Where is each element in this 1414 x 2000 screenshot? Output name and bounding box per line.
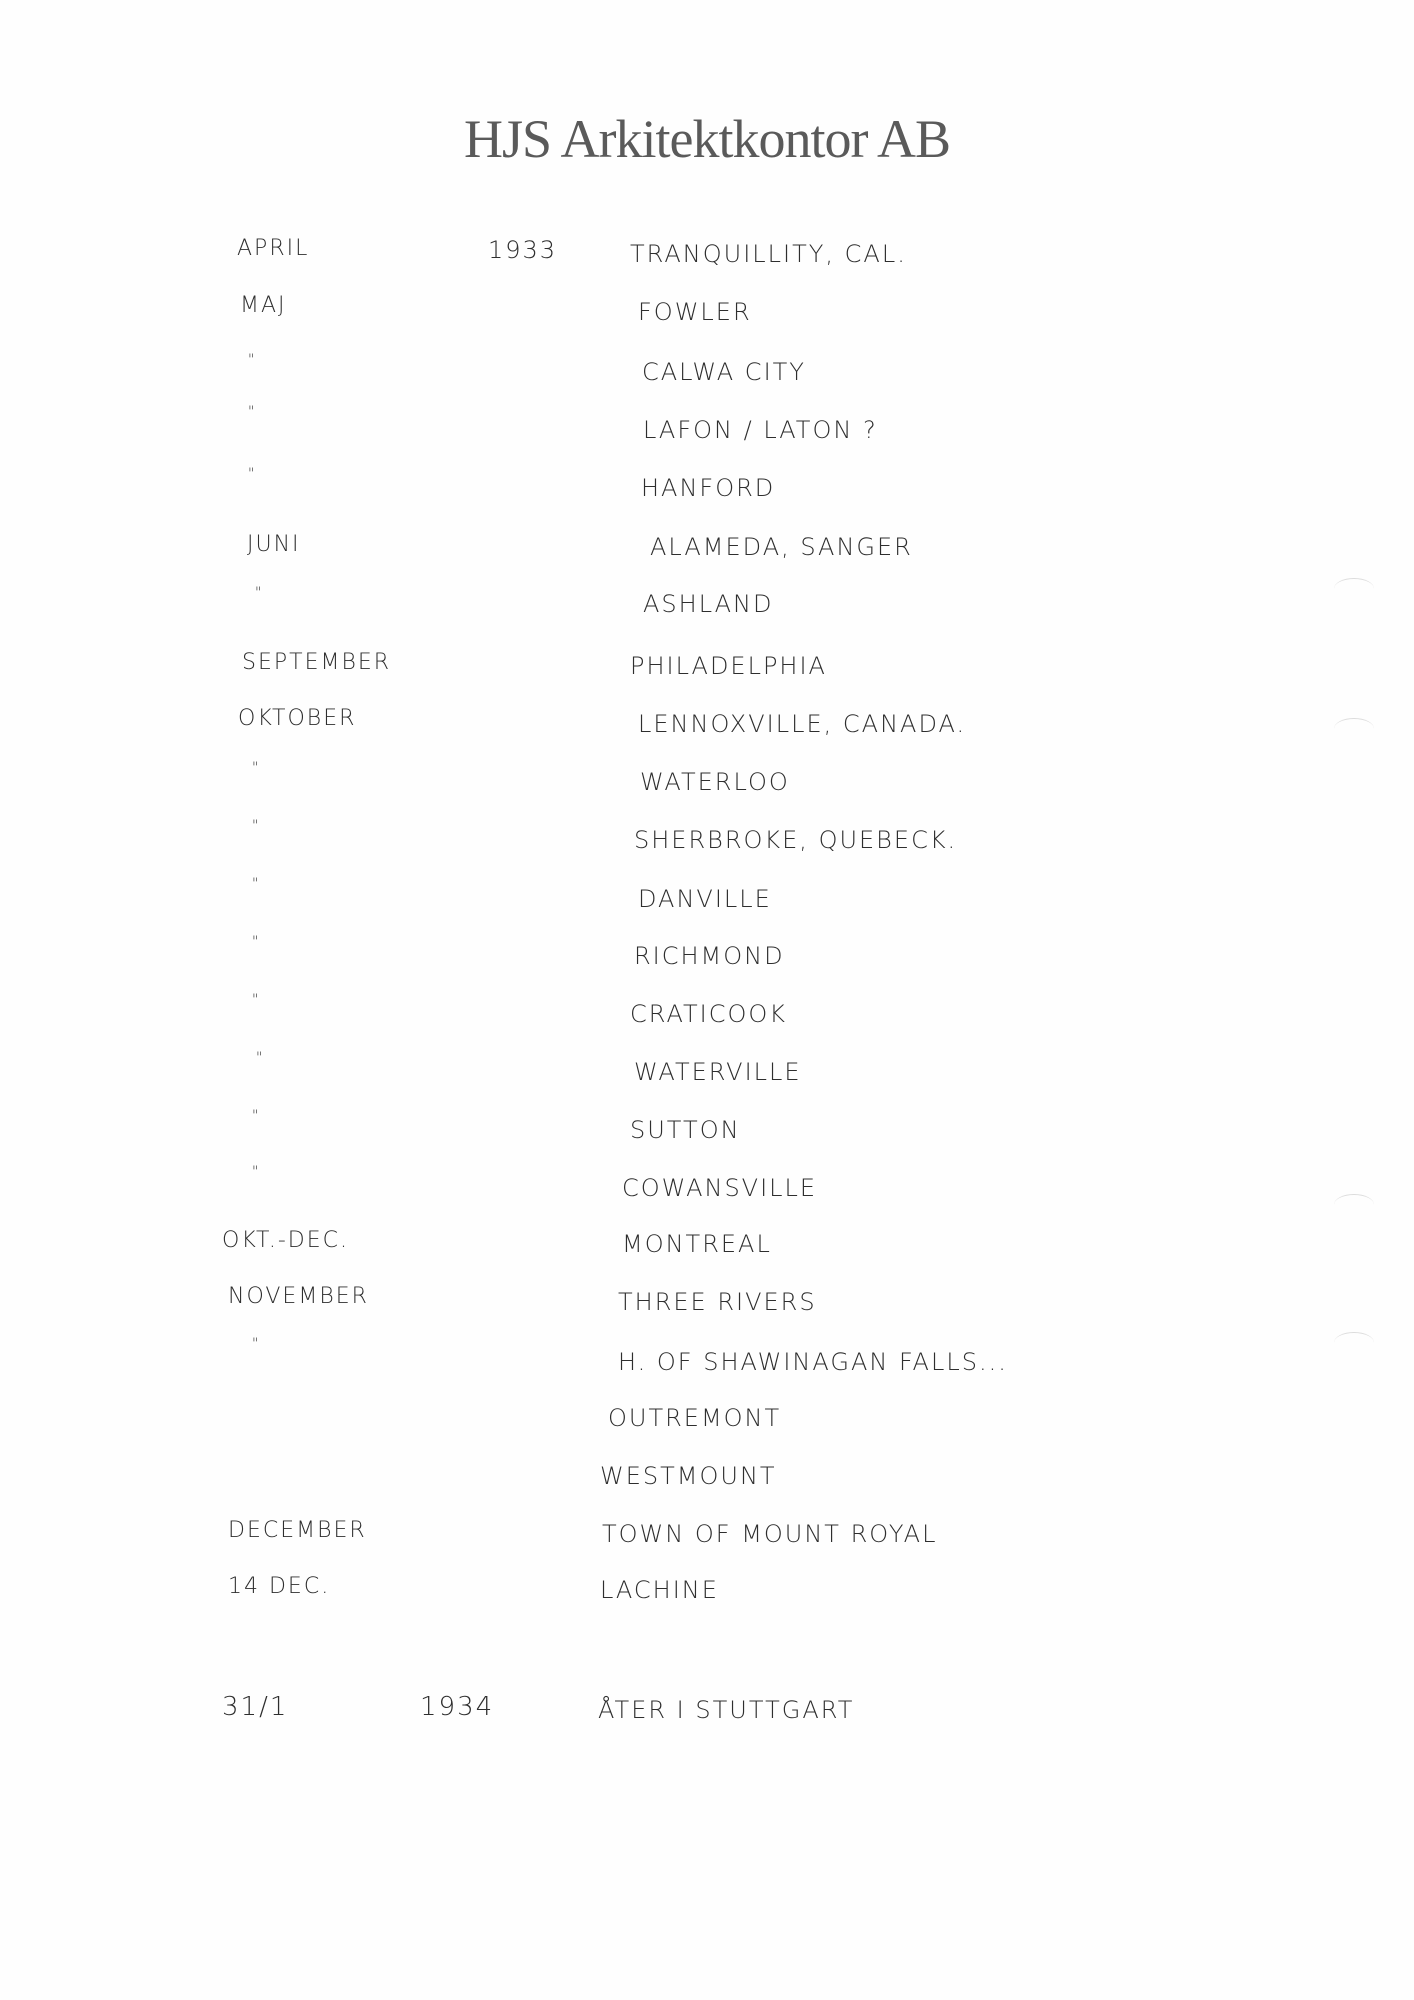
entry-place: WATERLOO	[640, 768, 790, 796]
ditto-mark: "	[252, 1108, 259, 1124]
ditto-mark: "	[252, 1164, 259, 1180]
ditto-mark: "	[252, 818, 259, 834]
entry-place: TRANQUILLITY, CAL.	[630, 240, 907, 268]
entry-place: SUTTON	[630, 1116, 741, 1144]
entry-place: TOWN OF MOUNT ROYAL	[602, 1520, 938, 1548]
punch-hole-mark	[1334, 1194, 1374, 1215]
final-entry-place: ÅTER I STUTTGART	[598, 1696, 855, 1724]
letterhead-title: HJS Arkitektkontor AB	[463, 109, 951, 169]
entry-place: SHERBROKE, QUEBECK.	[634, 826, 958, 854]
entry-date: APRIL	[237, 236, 310, 261]
ditto-mark: "	[256, 1050, 263, 1066]
entry-date: JUNI	[247, 532, 301, 557]
entry-place: RICHMOND	[634, 942, 785, 970]
entry-place: MONTREAL	[622, 1230, 772, 1258]
entry-date: OKTOBER	[238, 706, 357, 731]
final-entry-date: 31/1	[222, 1692, 289, 1722]
final-entry-year: 1934	[420, 1692, 495, 1722]
ditto-mark: "	[255, 585, 262, 601]
entry-place: CRATICOOK	[630, 1000, 788, 1028]
entry-date: SEPTEMBER	[242, 650, 392, 675]
punch-hole-mark	[1334, 1332, 1374, 1353]
entry-place: LAFON / LATON ?	[643, 416, 878, 444]
entry-place: PHILADELPHIA	[630, 652, 827, 680]
entry-date: MAJ	[240, 293, 287, 318]
entry-place: OUTREMONT	[608, 1404, 782, 1432]
entry-place: LACHINE	[600, 1576, 719, 1604]
punch-hole-mark	[1334, 718, 1374, 739]
entry-place: H. OF SHAWINAGAN FALLS...	[618, 1348, 1008, 1376]
entry-date: NOVEMBER	[228, 1284, 369, 1309]
punch-hole-mark	[1334, 578, 1374, 599]
entry-place: WATERVILLE	[634, 1058, 802, 1086]
entry-place: HANFORD	[641, 474, 776, 502]
entry-place: DANVILLE	[638, 885, 772, 913]
entry-date: OKT.-DEC.	[222, 1228, 349, 1253]
ditto-mark: "	[248, 466, 255, 482]
entry-date: 14 DEC.	[228, 1574, 331, 1599]
entry-place: COWANSVILLE	[622, 1174, 818, 1202]
ditto-mark: "	[252, 876, 259, 892]
ditto-mark: "	[252, 1336, 259, 1352]
entry-year: 1933	[488, 236, 558, 264]
entry-place: LENNOXVILLE, CANADA.	[638, 710, 967, 738]
ditto-mark: "	[252, 934, 259, 950]
ditto-mark: "	[248, 352, 255, 368]
entry-place: ASHLAND	[643, 590, 774, 618]
entry-place: FOWLER	[638, 298, 752, 326]
entry-place: CALWA CITY	[642, 358, 806, 386]
entry-place: THREE RIVERS	[618, 1288, 817, 1316]
ditto-mark: "	[252, 992, 259, 1008]
entry-place: WESTMOUNT	[600, 1462, 777, 1490]
ditto-mark: "	[248, 404, 255, 420]
entry-date: DECEMBER	[228, 1518, 367, 1543]
entry-place: ALAMEDA, SANGER	[650, 533, 913, 561]
ditto-mark: "	[252, 760, 259, 776]
